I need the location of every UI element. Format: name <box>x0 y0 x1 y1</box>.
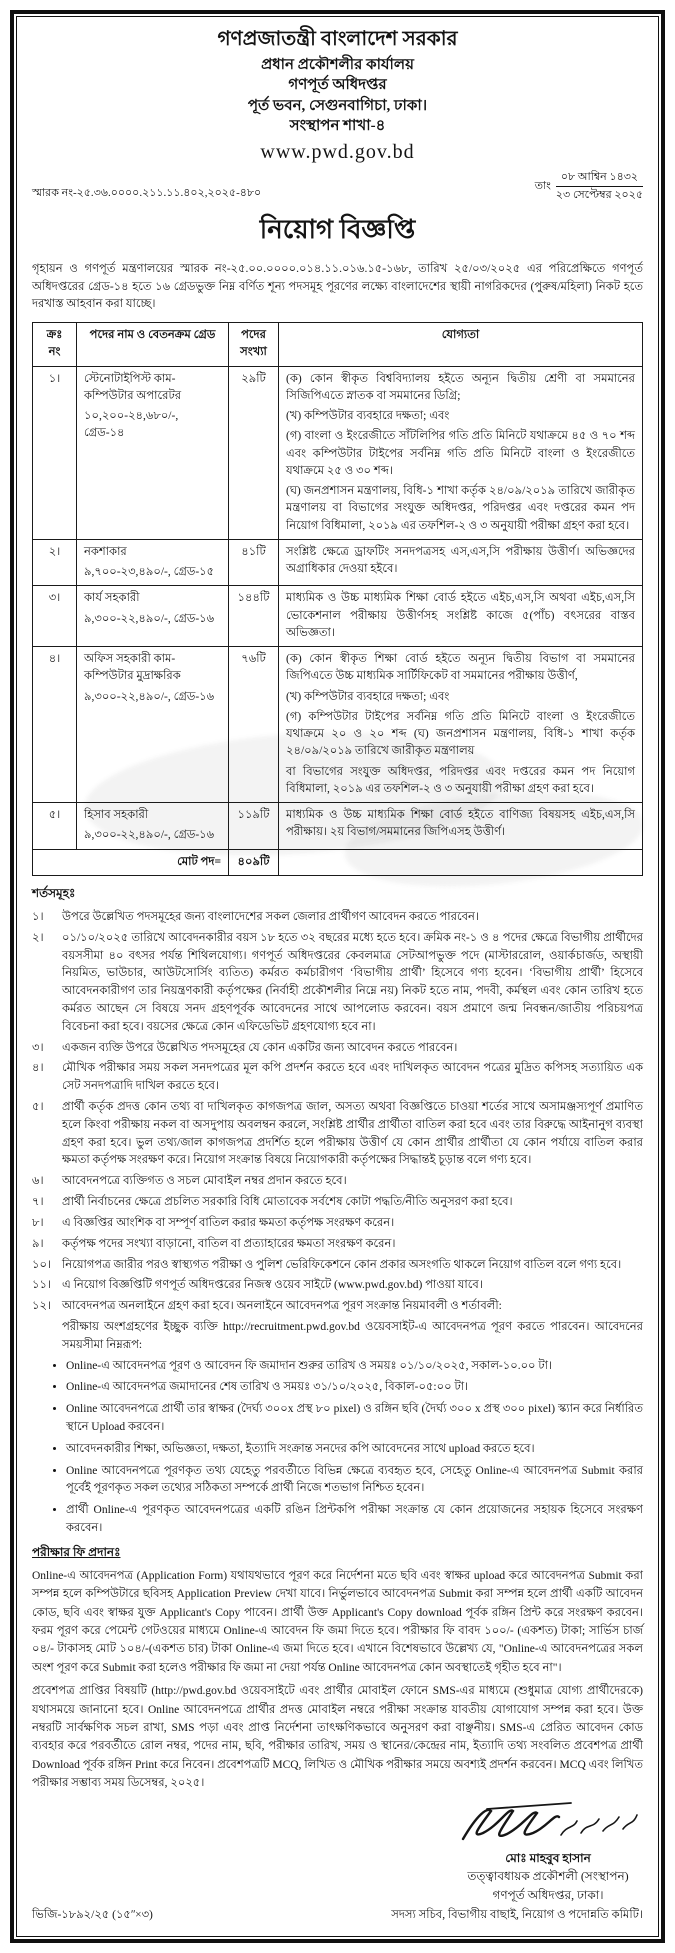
cell-serial: ২। <box>33 539 77 586</box>
post-pay-scale: ৯,৩০০-২২,৪৯০/-, গ্রেড-১৬ <box>84 690 215 703</box>
intro-paragraph: গৃহায়ন ও গণপূর্ত মন্ত্রণালয়ের স্মারক নং-২৫.০০.০০০০.০১৪.১১.০১৬.১৫-১৬৮, তারিখ ২৫/০৩/২০২৫ এর পরিপ্রেক্ষিতে গণপূর্ত অধিদপ্তরের গ্রেড-১৪ হতে ১৬ গ্রেডভুক্ত নিম্ন বর্ণিত শূন্য পদসমূহ পূরণের লক্ষ্যে বাংলাদেশের স্থায়ী নাগরিকদের (পুরুষ/মহিলা) নিকট হতে দরখাস্ত আহবান করা যাচ্ছে। <box>32 262 643 311</box>
fee-paragraph-2: প্রবেশপত্র প্রাপ্তির বিষয়টি (http://pwd.gov.bd ওয়েবসাইটে এবং প্রার্থীর মোবাইল ফোনে SMS-এর মাধ্যমে (শুধুমাত্র যোগ্য প্রার্থীদেরকে) যথাসময়ে জানানো হবে। Online আবেদনপত্রে প্রার্থীর প্রদত্ত মোবাইল নম্বরে পরীক্ষা সংক্রান্ত যাবতীয় যোগাযোগ সম্পন্ন করা হবে। উক্ত নম্বরটি সার্বক্ষণিক সচল রাখা, SMS পড়া এবং প্রাপ্ত নির্দেশনা তাৎক্ষণিকভাবে অনুসরণ করা বাঞ্ছনীয়। SMS-এ প্রেরিত আবেদন কোড ব্যবহার করে পরবর্তীতে রোল নম্বর, পদের নাম, ছবি, পরীক্ষার তারিখ, সময় ও স্থানের/কেন্দ্রের নাম, ইত্যাদি তথ্য সংবলিত প্রবেশপত্র প্রার্থী Download পূর্বক রঙ্গিন Print করে নিবেন। প্রবেশপত্রটি MCQ, লিখিত ও মৌখিক পরীক্ষার সময়ে অবশ্যই প্রদর্শন করবেন। MCQ এবং লিখিত পরীক্ষার সম্ভাব্য সময় ডিসেম্বর, ২০২৫। <box>32 1685 643 1790</box>
post-title: অফিস সহকারী কাম-কম্পিউটার মুদ্রাক্ষরিক <box>84 653 181 683</box>
qualification-line: মাধ্যমিক ও উচ্চ মাধ্যমিক শিক্ষা বোর্ড হইতে এইচ,এস,সি অথবা এইচ,এস,সি ভোকেশনাল পরীক্ষায় উত্তীর্ণসহ সংশ্লিষ্ট কাজে ৫(পাঁচ) বৎসরের বাস্তব অভিজ্ঞতা। <box>286 592 635 639</box>
condition-number: ৬। <box>32 1175 44 1188</box>
qualification-line: বা বিভাগের সংযুক্ত অধিদপ্তর, পরিদপ্তর এবং দপ্তরের কমন পদ নিয়োগ বিধিমালা, ২০১৯ এর তফশিল-২ ও ৩ অনুযায়ী পরীক্ষা গ্রহণ করা হবে। <box>286 765 635 795</box>
cell-serial: ৪। <box>33 647 77 803</box>
cell-serial: ১। <box>33 366 77 539</box>
condition-item <box>32 1215 643 1233</box>
condition-item <box>32 1298 643 1316</box>
condition-item <box>32 1277 643 1295</box>
cell-post-name <box>77 803 229 850</box>
signature-area <box>32 1799 643 1905</box>
cell-qualification <box>279 647 643 803</box>
qualification-line: (ক) কোন স্বীকৃত শিক্ষা বোর্ড হইতে অন্যূন দ্বিতীয় বিভাগ বা সমমানের জিপিএতে উচ্চ মাধ্যমিক সার্টিফিকেট বা সমমানের পরীক্ষায় উত্তীর্ণ, <box>286 653 635 683</box>
table-row <box>33 803 643 850</box>
website-url: www.pwd.gov.bd <box>260 141 415 163</box>
cell-qualification <box>279 366 643 539</box>
total-label: মোট পদ= <box>33 849 229 875</box>
conditions-list <box>32 909 643 1316</box>
date-label: তাং <box>534 179 551 192</box>
condition-text: একজন ব্যক্তি উপরে উল্লেখিত পদসমূহের যে কোন একটির জন্য আবেদন করতে পারবেন। <box>62 1041 458 1054</box>
posts-table-body <box>33 366 643 875</box>
table-total-row <box>33 849 643 875</box>
qualification-line: (খ) কম্পিউটার ব্যবহারে দক্ষতা; এবং <box>286 690 450 703</box>
table-row <box>33 366 643 539</box>
condition-item <box>32 1060 643 1096</box>
conditions-heading: শর্তসমূহঃ <box>32 885 76 900</box>
cell-qualification <box>279 586 643 647</box>
total-value: ৪০৯টি <box>229 849 279 875</box>
online-rule-item: • Online আবেদনপত্রে পূরণকৃত তথ্য যেহেতু পরবর্তীতে বিভিন্ন ক্ষেত্রে ব্যবহৃত হবে, সেহেতু Online-এ আবেদনপত্র Submit করার পূর্বেই পূরণকৃত সকল তথ্যের সঠিকতা সম্পর্কে প্রার্থী নিজে শতভাগ নিশ্চিত হবেন। <box>66 1463 643 1499</box>
qualification-line: (গ) বাংলা ও ইংরেজীতে সাঁটলিপির গতি প্রতি মিনিটে যথাক্রমে ৪৫ ও ৭০ শব্দ এবং কম্পিউটার টাইপের সর্বনিম্ন গতি প্রতি মিনিটে বাংলা ও ইংরেজীতে যথাক্রমে ২৫ ও ৩০ শব্দ। <box>286 430 635 477</box>
cell-post-count: ৭৬টি <box>229 647 279 803</box>
cell-serial: ৫। <box>33 803 77 850</box>
condition-text: ০১/১০/২০২৫ তারিখে আবেদনকারীর বয়স ১৮ হতে ৩২ বছরের মধ্যে হতে হবে। ক্রমিক নং-১ ও ৪ পদের ক্ষেত্রে বিভাগীয় প্রার্থীদের বয়সসীমা ৪০ বৎসর পর্যন্ত শিথিলযোগ্য। গণপূর্ত অধিদপ্তরের কেবলমাত্র সেটআপভুক্ত পদে (মাস্টাররোল, ওয়ার্কচার্জড, অস্থায়ী নিয়মিত, ভাউচার, আউটসোর্সিং ব্যতিত) কর্মরত কর্মচারীগণ ‘বিভাগীয় প্রার্থী’ হিসেবে গণ্য হবেন। ‘বিভাগীয় প্রার্থী’ হিসেবে আবেদনকারীগণ তার নিয়ন্ত্রণকারী কর্তৃপক্ষের (নির্বাহী প্রকৌশলীর নিম্নে নয়) নিকট হতে নাম, পদবী, কর্মস্থল এবং কোন তারিখ হতে কর্মরত আছেন সে বিষয়ে সনদ গ্রহণপূর্বক আবেদনের সাথে আপলোড করবেন। বয়স প্রমাণে জন্ম নিবন্ধন/জাতীয় পরিচয়পত্র বিবেচনা করা হবে। বয়সের ক্ষেত্রে কোন এফিডেভিট গ্রহণযোগ্য হবে না। <box>62 931 643 1033</box>
total-empty-cell <box>279 849 643 875</box>
memo-number: স্মারক নং-২৫.৩৬.০০০০.২১১.১১.৪০২,২০২৫-৪৮০ <box>32 186 262 199</box>
signatory-designation: তত্ত্বাবধায়ক প্রকৌশলী (সংস্থাপন) <box>467 1869 629 1884</box>
letterhead <box>32 26 643 166</box>
table-header-row <box>33 323 643 367</box>
cell-serial: ৩। <box>33 586 77 647</box>
qualification-line: (খ) কম্পিউটার ব্যবহারে দক্ষতা; এবং <box>286 410 450 423</box>
branch-name: সংস্থাপন শাখা-৪ <box>289 117 386 134</box>
date-bangla-calendar: ০৮ আশ্বিন ১৪৩২ <box>556 170 643 187</box>
header-post-count: পদের সংখ্যা <box>229 323 279 367</box>
cell-post-name <box>77 539 229 586</box>
online-rules-list <box>66 1358 643 1538</box>
cell-post-count: ২৯টি <box>229 366 279 539</box>
header-serial: ক্রঃ নং <box>33 323 77 367</box>
condition-number: ৫। <box>32 1101 44 1113</box>
condition-text: নিয়োগপত্র জারীর পরও স্বাস্থ্যগত পরীক্ষা ও পুলিশ ভেরিফিকেশনে কোন প্রকার অসংগতি থাকলে নিয়োগ বাতিল বলে গণ্য হবে। <box>62 1258 622 1271</box>
date-fraction <box>556 170 643 203</box>
post-title: নকশাকার <box>84 545 127 558</box>
date-gregorian: ২৩ সেপ্টেম্বর ২০২৫ <box>555 188 643 201</box>
condition-number: ৮। <box>32 1216 44 1229</box>
condition-text: এ নিয়োগ বিজ্ঞপ্তিটি গণপূর্ত অধিদপ্তরের নিজস্ব ওয়েব সাইটে (www.pwd.gov.bd) পাওয়া যাবে। <box>62 1279 483 1292</box>
qualification-line: (ঘ) জনপ্রশাসন মন্ত্রণালয়, বিধি-১ শাখা কর্তৃক ২৪/০৯/২০১৯ তারিখে জারীকৃত মন্ত্রণালয় বা বিভাগের সংযুক্ত অধিদপ্তর, পরিদপ্তর এবং দপ্তরের কমন পদ নিয়োগ বিধিমালা, ২০১৯ এর তফশিল-২ ও ৩ অনুযায়ী পরীক্ষা গ্রহণ করা হবে। <box>286 485 635 532</box>
online-application-subtext: পরীক্ষায় অংশগ্রহণের ইচ্ছুক ব্যক্তি http://recruitment.pwd.gov.bd ওয়েবসাইট-এ আবেদনপত্র পূরণ করতে পারবেন। আবেদনের সময়সীমা নিম্নরূপ: <box>62 1320 643 1351</box>
office-address: পূর্ত ভবন, সেগুনবাগিচা, ঢাকা। <box>247 97 428 114</box>
cell-post-count: ১৪৪টি <box>229 586 279 647</box>
government-name: গণপ্রজাতন্ত্রী বাংলাদেশ সরকার <box>217 28 458 50</box>
department-name: গণপূর্ত অধিদপ্তর <box>288 77 387 94</box>
condition-item <box>32 1257 643 1275</box>
table-row <box>33 586 643 647</box>
post-title: কার্য সহকারী <box>84 592 140 605</box>
condition-number: ১১। <box>32 1279 52 1292</box>
cell-post-name <box>77 586 229 647</box>
print-reference: ভিজি-১৮৯২/২৫ (১৫ʺ×৩) <box>32 1909 153 1922</box>
condition-text: প্রার্থী কর্তৃক প্রদত্ত কোন তথ্য বা দাখিলকৃত কাগজপত্র জাল, অসত্য অথবা বিজ্ঞপ্তিতে চাওয়া শর্তের সাথে অসামঞ্জস্যপূর্ণ প্রমাণিত হলে কিংবা পরীক্ষায় নকল বা অসদুপায় অবলম্বন করলে, সংশ্লিষ্ট প্রার্থীর প্রার্থীতা বাতিল করা হবে এবং তার বিরুদ্ধে আইনানুগ ব্যবস্থা গ্রহণ করা হবে। ভুল তথ্য/জাল কাগজপত্র প্রদর্শিত হলে পরীক্ষায় উত্তীর্ণ যে কোন প্রার্থীর প্রার্থীতা যে কোন পর্যায়ে বাতিল করার ক্ষমতা কর্তৃপক্ষ সংরক্ষণ করে। নিয়োগ সংক্রান্ত বিষয়ে নিয়োগকারী কর্তৃপক্ষের সিদ্ধান্তই চূড়ান্ত বলে গণ্য হবে। <box>62 1101 643 1167</box>
condition-item <box>32 1236 643 1254</box>
post-pay-scale: ৯,৭০০-২৩,৪৯০/-, গ্রেড-১৫ <box>84 566 215 579</box>
cell-post-count: ৪১টি <box>229 539 279 586</box>
bottom-row <box>32 1906 643 1925</box>
online-rule-item: • Online-এ আবেদনপত্র জমাদানের শেষ তারিখ ও সময়ঃ ৩১/১০/২০২৫, বিকাল-০৫:০০ টা। <box>66 1379 643 1397</box>
qualification-line: (গ) কম্পিউটার টাইপের সর্বনিম্ন গতি প্রতি মিনিটে বাংলা ও ইংরেজীতে যথাক্রমে ২০ ও ২০ শব্দ (ঘ) জনপ্রশাসন মন্ত্রণালয়, বিধি-১ শাখা কর্তৃক ২৪/০৯/২০১৯ তারিখে জারীকৃত মন্ত্রণালয় <box>286 710 635 758</box>
cell-post-name <box>77 366 229 539</box>
condition-text: আবেদনপত্রে ব্যক্তিগত ও সচল মোবাইল নম্বর প্রদান করতে হবে। <box>62 1175 347 1188</box>
cell-qualification <box>279 539 643 586</box>
condition-item <box>32 1173 643 1191</box>
header-qualification: যোগ্যতা <box>279 323 643 367</box>
condition-item <box>32 1099 643 1170</box>
condition-number: ১২। <box>32 1300 52 1313</box>
fee-section-heading: পরীক্ষার ফি প্রদানঃ <box>32 1544 121 1559</box>
memo-date-row <box>32 170 643 203</box>
condition-number: ৪। <box>32 1062 44 1075</box>
page-title: নিয়োগ বিজ্ঞপ্তি <box>259 214 416 244</box>
condition-text: আবেদনপত্র অনলাইনে গ্রহণ করা হবে। অনলাইনে আবেদনপত্র পূরণ সংক্রান্ত নিয়মাবলী ও শর্তাবলী: <box>62 1300 502 1313</box>
issue-date <box>535 170 643 203</box>
post-pay-scale: ৯,৩০০-২২,৪৯০/-, গ্রেড-১৬ <box>84 612 215 625</box>
condition-item <box>32 1194 643 1212</box>
qualification-line: (ক) কোন স্বীকৃত বিশ্ববিদ্যালয় হইতে অন্যূন দ্বিতীয় শ্রেণী বা সমমানের সিজিপিএতে স্নাতক বা সমমানের ডিগ্রি; <box>286 372 635 402</box>
post-pay-scale: ১০,২০০-২৪,৬৮০/-, গ্রেড-১৪ <box>84 410 179 440</box>
post-title: স্টেনোটাইপিস্ট কাম-কম্পিউটার অপারেটর <box>84 372 182 402</box>
posts-table <box>32 322 643 876</box>
signature-image <box>453 1799 643 1851</box>
qualification-line: মাধ্যমিক ও উচ্চ মাধ্যমিক শিক্ষা বোর্ড হইতে বাণিজ্য বিষয়সহ এইচ,এস,সি পরীক্ষায়। ২য় বিভাগ/সমমানের জিপিএসহ উত্তীর্ণ। <box>286 809 635 839</box>
condition-text: উপরে উল্লেখিত পদসমূহের জন্য বাংলাদেশের সকল জেলার প্রার্থীগণ আবেদন করতে পারবেন। <box>62 910 479 923</box>
condition-number: ১। <box>32 910 44 923</box>
condition-number: ২। <box>32 931 44 944</box>
cell-post-count: ১১৯টি <box>229 803 279 850</box>
condition-number: ৭। <box>32 1196 44 1209</box>
condition-item <box>32 909 643 927</box>
condition-number: ৯। <box>32 1237 44 1250</box>
cell-qualification <box>279 803 643 850</box>
document-frame <box>10 10 665 1943</box>
online-rule-item: • আবেদনকারীর শিক্ষা, অভিজ্ঞতা, দক্ষতা, ইত্যাদি সংক্রান্ত সনদের কপি আবেদনের সাথে upload করতে হবে। <box>66 1441 643 1459</box>
condition-item <box>32 1040 643 1058</box>
table-row <box>33 539 643 586</box>
condition-text: মৌখিক পরীক্ষার সময় সকল সনদপত্রের মূল কপি প্রদর্শন করতে হবে এবং দাখিলকৃত আবেদন পত্রের মুদ্রিত কপিসহ সত্যায়িত এক সেট সনদপত্রাদি দাখিল করতে হবে। <box>62 1062 643 1093</box>
online-rule-item: • Online আবেদনপত্রে প্রার্থী তার স্বাক্ষর (দৈর্ঘ্য ৩০০x প্রস্থ ৮০ pixel) ও রঙ্গিন ছবি (দৈর্ঘ্য ৩০০ x প্রস্থ ৩০০ pixel) স্ক্যান করে নির্ধারিত স্থানে Upload করবেন। <box>66 1401 643 1437</box>
condition-text: এ বিজ্ঞপ্তির আংশিক বা সম্পূর্ণ বাতিল করার ক্ষমতা কর্তৃপক্ষ সংরক্ষণ করেন। <box>62 1216 395 1229</box>
cell-post-name <box>77 647 229 803</box>
header-post-name: পদের নাম ও বেতনক্রম গ্রেড <box>77 323 229 367</box>
fee-paragraph-1: Online-এ আবেদনপত্র (Application Form) যথাযথভাবে পূরণ করে নির্দেশনা মতে ছবি এবং স্বাক্ষর upload করে আবেদনপত্র Submit করা সম্পন্ন হলে কম্পিউটারে ছবিসহ Application Preview দেখা যাবে। নির্ভুলভাবে আবেদনপত্র Submit করা সম্পন্ন হলে প্রার্থী একটি আবেদন কোড, ছবি এবং স্বাক্ষর যুক্ত Applicant's Copy পাবেন। প্রার্থী উক্ত Applicant's Copy download পূর্বক রঙ্গিন প্রিন্ট করে সংরক্ষণ করবেন। ফরম পূরণ করে পেমেন্ট গেটওয়ের মাধ্যমে Online-এ আবেদন ফি জমা দিতে হবে। পরীক্ষার ফি বাবদ ১০০/- (একশত) টাকা; সার্ভিস চার্জ ০৪/- টাকাসহ মোট ১০৪/-(একশত চার) টাকা Online-এ জমা দিতে হবে। এখানে বিশেষভাবে উল্লেখ্য যে, "Online-এ আবেদনপত্রের সকল অংশ পূরণ করে Submit করা হলেও পরীক্ষার ফি জমা না দেয়া পর্যন্ত Online আবেদনপত্র কোন অবস্থাতেই গৃহীত হবে না"। <box>32 1569 643 1674</box>
online-rule-item: • প্রার্থী Online-এ পূরণকৃত আবেদনপত্রের একটি রঙিন প্রিন্টকপি পরীক্ষা সংক্রান্ত যে কোন প্রয়োজনের সহায়ক হিসেবে সংরক্ষণ করবেন। <box>66 1502 643 1538</box>
table-row <box>33 647 643 803</box>
signatory-name: মোঃ মাহবুব হাসান <box>505 1850 591 1865</box>
post-pay-scale: ৯,৩০০-২২,৪৯০/-, গ্রেড-১৬ <box>84 829 215 842</box>
condition-text: প্রার্থী নির্বাচনের ক্ষেত্রে প্রচলিত সরকারি বিধি মোতাবেক সর্বশেষ কোটা পদ্ধতি/নীতি অনুসরণ করা হবে। <box>62 1196 513 1209</box>
office-name: প্রধান প্রকৌশলীর কার্যালয় <box>261 57 414 73</box>
signatory-role: সদস্য সচিব, বিভাগীয় বাছাই, নিয়োগ ও পদোন্নতি কমিটি। <box>391 1909 643 1922</box>
condition-number: ১০। <box>32 1258 52 1271</box>
post-title: হিসাব সহকারী <box>84 809 149 822</box>
condition-number: ৩। <box>32 1041 44 1054</box>
online-rule-item: • Online-এ আবেদনপত্র পূরণ ও আবেদন ফি জমাদান শুরুর তারিখ ও সময়ঃ ০১/১০/২০২৫, সকাল-১০.০০ টা। <box>66 1358 643 1376</box>
qualification-line: সংশ্লিষ্ট ক্ষেত্রে ড্রাফটিং সনদপত্রসহ এস,এস,সি পরীক্ষায় উত্তীর্ণ। অভিজ্ঞদের অগ্রাধিকার দেওয়া হইবে। <box>286 545 635 576</box>
condition-item <box>32 930 643 1037</box>
signatory-office: গণপূর্ত অধিদপ্তর, ঢাকা। <box>492 1887 604 1902</box>
condition-text: কর্তৃপক্ষ পদের সংখ্যা বাড়ানো, বাতিল বা প্রত্যাহারের ক্ষমতা সংরক্ষণ করেন। <box>62 1237 396 1250</box>
